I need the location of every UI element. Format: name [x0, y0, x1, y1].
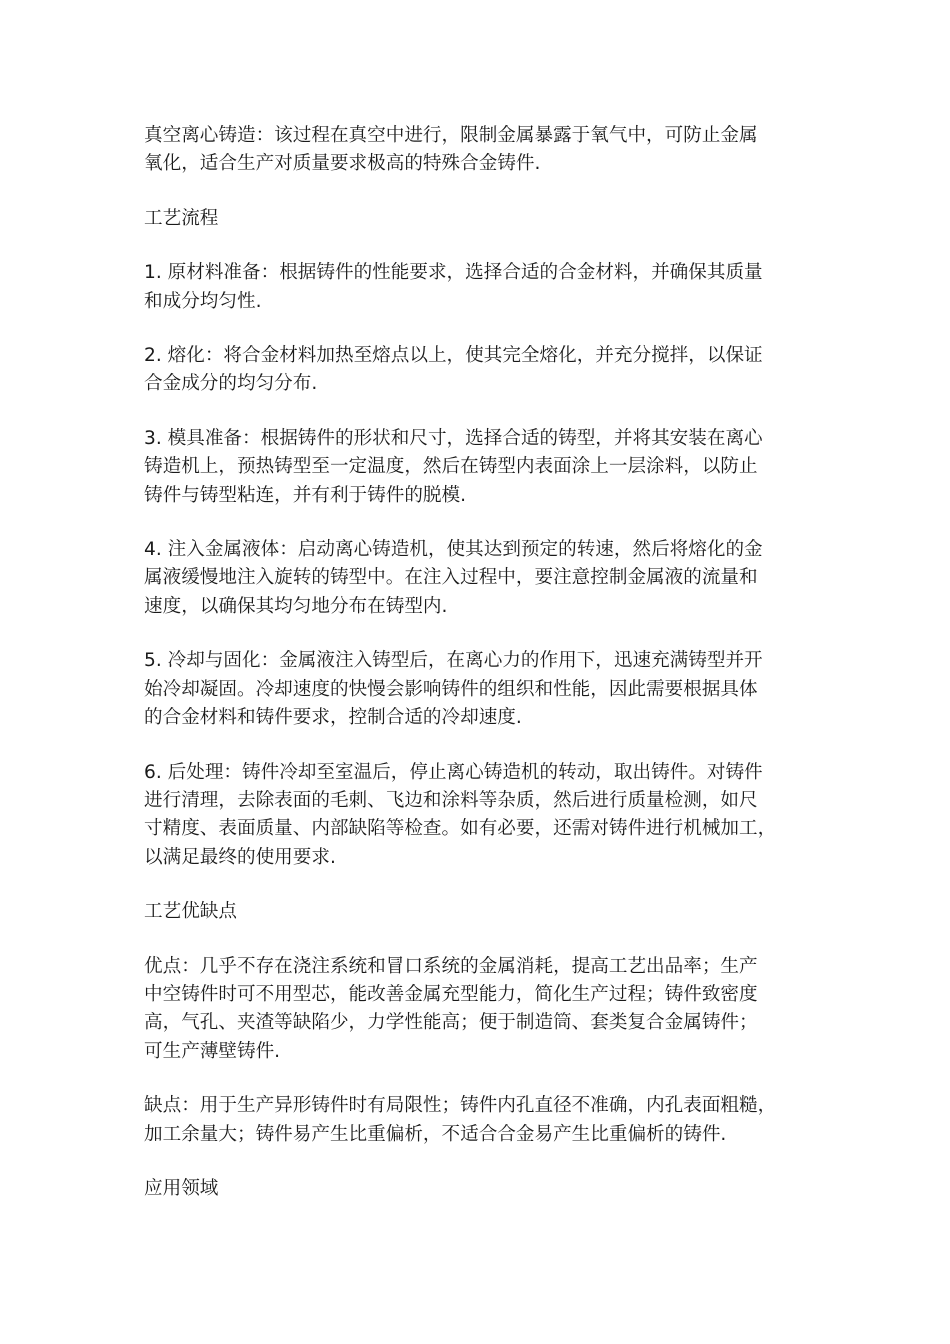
- document-page: [144, 122, 820, 1229]
- pros-cons-heading: 工艺优缺点: [144, 901, 237, 923]
- pros-paragraph: 优点：几乎不存在浇注系统和冒口系统的金属消耗，提高工艺出品率；生产 中空铸件时可不用型芯，能改善金属充型能力，简化生产过程；铸件致密度 高，气孔、夹渣等缺陷少，力学性能高；便于制造筒、套类复合金属铸件； 可生产薄壁铸件.: [144, 955, 758, 1062]
- step-paragraph-6: 6. 后处理：铸件冷却至室温后，停止离心铸造机的转动，取出铸件。对铸件 进行清理，去除表面的毛刺、飞边和涂料等杂质，然后进行质量检测，如尺 寸精度、表面质量、内部缺陷等检查。如有必要，还需对铸件进行机械加工， 以满足最终的使用要求.: [144, 761, 777, 868]
- application-heading: 应用领域: [144, 1177, 219, 1199]
- step-paragraph-2: 2. 熔化：将合金材料加热至熔点以上，使其完全熔化，并充分搅拌，以保证 合金成分的均匀分布.: [144, 345, 763, 395]
- step-paragraph-3: 3. 模具准备：根据铸件的形状和尺寸，选择合适的铸型，并将其安装在离心 铸造机上，预热铸型至一定温度，然后在铸型内表面涂上一层涂料，以防止 铸件与铸型粘连，并有利于铸件的脱模.: [144, 427, 763, 506]
- intro-paragraph: 真空离心铸造：该过程在真空中进行，限制金属暴露于氧气中，可防止金属 氧化，适合生产对质量要求极高的特殊合金铸件.: [144, 125, 758, 175]
- process-heading: 工艺流程: [144, 207, 219, 229]
- step-paragraph-1: 1. 原材料准备：根据铸件的性能要求，选择合适的合金材料，并确保其质量 和成分均匀性.: [144, 262, 763, 312]
- step-paragraph-5: 5. 冷却与固化：金属液注入铸型后，在离心力的作用下，迅速充满铸型并开 始冷却凝固。冷却速度的快慢会影响铸件的组织和性能，因此需要根据具体 的合金材料和铸件要求，控制合适的冷却速度.: [144, 650, 763, 729]
- step-paragraph-4: 4. 注入金属液体：启动离心铸造机，使其达到预定的转速，然后将熔化的金 属液缓慢地注入旋转的铸型中。在注入过程中，要注意控制金属液的流量和 速度，以确保其均匀地分布在铸型内.: [144, 539, 763, 617]
- cons-paragraph: 缺点：用于生产异形铸件时有局限性；铸件内孔直径不准确，内孔表面粗糙， 加工余量大；铸件易产生比重偏析，不适合合金易产生比重偏析的铸件.: [144, 1095, 777, 1145]
